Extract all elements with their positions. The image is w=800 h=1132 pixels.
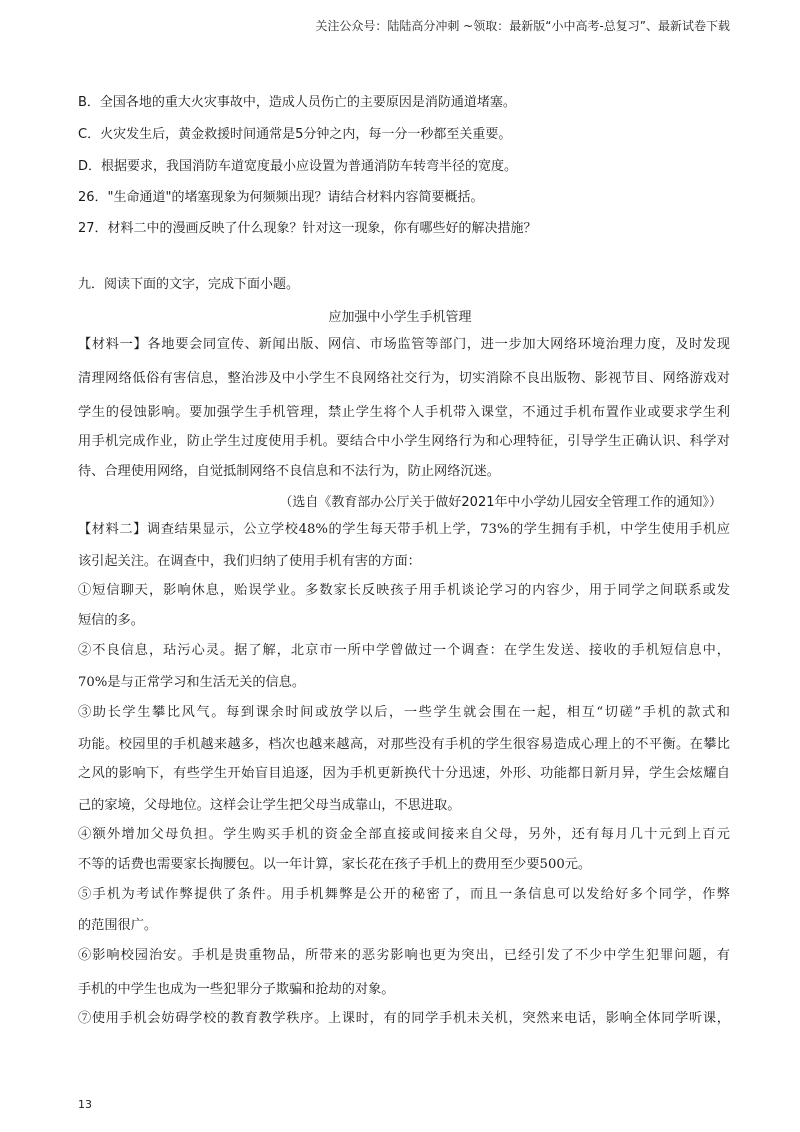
- list-item-line: ③助长学生攀比风气。每到课余时间或放学以后，一些学生就会围在一起，相互“切磋”手机的款式和: [78, 705, 730, 720]
- material-2-line: 该引起关注。在调查中，我们归纳了使用手机有害的方面：: [78, 554, 421, 569]
- material-1-source: （选自《教育部办公厅关于做好2021年中小学幼儿园安全管理工作的通知》）: [279, 495, 722, 510]
- list-item-line: ①短信聊天，影响休息，贻误学业。多数家长反映孩子用手机谈论学习的内容少，用于同学之间联系或发: [78, 583, 730, 598]
- material-1-line: 清理网络低俗有害信息，整治涉及中小学生不良网络社交行为，切实消除不良出版物、影视节目、网络游戏对: [78, 371, 730, 386]
- list-item-line: 70%是与正常学习和生活无关的信息。: [78, 675, 306, 690]
- list-item-line: ②不良信息，玷污心灵。据了解，北京市一所中学曾做过一个调查：在学生发送、接收的手机短信息中，: [78, 643, 730, 658]
- material-1-line: 待、合理使用网络，自觉抵制网络不良信息和不法行为，防止网络沉迷。: [78, 464, 500, 479]
- list-item-line: 的范围很广。: [78, 918, 158, 933]
- list-item-line: 之风的影响下，有些学生开始盲目追逐，因为手机更新换代十分迅速，外形、功能都日新月异，学生会炫耀自: [78, 766, 730, 781]
- list-item-line: 短信的多。: [78, 613, 144, 628]
- list-item-line: ⑤手机为考试作弊提供了条件。用手机舞弊是公开的秘密了，而且一条信息可以发给好多个同学，作弊: [78, 887, 730, 902]
- section-heading: 九．阅读下面的文字，完成下面小题。: [78, 277, 300, 292]
- list-item-line: 己的家境，父母地位。这样会让学生把父母当成靠山，不思进取。: [78, 798, 461, 813]
- list-item-line: 手机的中学生也成为一些犯罪分子欺骗和抢劫的对象。: [78, 982, 395, 997]
- page-header: 关注公众号：陆陆高分冲刺 ~领取：最新版“小中高考-总复习”、最新试卷下载: [315, 19, 730, 33]
- option-b: B．全国各地的重大火灾事故中，造成人员伤亡的主要原因是消防通道堵塞。: [78, 95, 516, 110]
- page-number: 13: [78, 1098, 92, 1111]
- list-item-line: ④额外增加父母负担。学生购买手机的资金全部直接或间接来自父母，另外，还有每月几十元到上百元: [78, 827, 730, 842]
- list-item-line: ⑦使用手机会妨碍学校的教育教学秩序。上课时，有的同学手机未关机，突然来电话，影响全体同学听课，: [78, 1011, 730, 1026]
- option-d: D．根据要求，我国消防车道宽度最小应设置为普通消防车转弯半径的宽度。: [78, 159, 518, 174]
- question-27: 27．材料二中的漫画反映了什么现象？针对这一现象，你有哪些好的解决措施？: [78, 221, 537, 236]
- material-2-line: 【材料二】调查结果显示，公立学校48%的学生每天带手机上学，73%的学生拥有手机，中学生使用手机应: [78, 522, 730, 537]
- material-1-line: 【材料一】各地要会同宣传、新闻出版、网信、市场监管等部门，进一步加大网络环境治理力度，及时发现: [78, 337, 730, 352]
- material-1-line: 学生的侵蚀影响。要加强学生手机管理，禁止学生将个人手机带入课堂，不通过手机布置作业或要求学生利: [78, 405, 730, 420]
- list-item-line: 不等的话费也需要家长掏腰包。以一年计算，家长花在孩子手机上的费用至少要500元。: [78, 857, 592, 872]
- question-26: 26．"生命通道"的堵塞现象为何频频出现？请结合材料内容简要概括。: [78, 190, 484, 205]
- option-c: C．火灾发生后，黄金救援时间通常是5分钟之内，每一分一秒都至关重要。: [78, 127, 512, 142]
- list-item-line: 功能。校园里的手机越来越多，档次也越来越高，对那些没有手机的学生很容易造成心理上的不平衡。在攀比: [78, 737, 730, 752]
- article-title: 应加强中小学生手机管理: [328, 310, 472, 325]
- material-1-line: 用手机完成作业，防止学生过度使用手机。要结合中小学生网络行为和心理特征，引导学生正确认识、科学对: [78, 434, 730, 449]
- list-item-line: ⑥影响校园治安。手机是贵重物品，所带来的恶劣影响也更为突出，已经引发了不少中学生犯罪问题，有: [78, 948, 730, 963]
